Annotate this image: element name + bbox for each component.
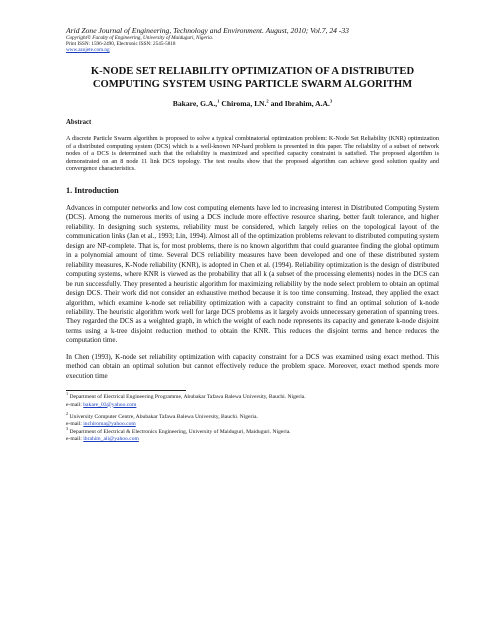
journal-line: Arid Zone Journal of Engineering, Technology and Environment. August, 2010; Vol.7, 24 -33 <box>66 26 349 35</box>
footnote-1-text: Department of Electrical Engineering Programme, Abubakar Tafawa Balewa University, Bauchi. Nigeria. <box>69 394 306 401</box>
footnote-3-number: 3 <box>66 425 69 431</box>
footnote-1 <box>66 391 439 409</box>
introduction-paragraph-2: In Chen (1993), K-node set reliability optimization with capacity constraint for a DCS was examined using exact method. This method can obtain an optimal solution but cannot effectively reduce the problem space. Moreover, exact method spends more execution time <box>66 352 439 380</box>
footnote-2-text: University Computer Centre, Abubakar Tafawa Balewa University, Bauchi. Nigeria. <box>69 413 258 420</box>
author-2: Chiroma, I.N. <box>221 99 267 108</box>
introduction-heading: 1. Introduction <box>66 185 119 195</box>
footnote-3-email-label: e-mail: <box>66 436 82 443</box>
footnote-2-number: 2 <box>66 411 69 417</box>
footnote-1-email-link[interactable]: bakare_03@yahoo.com <box>83 401 137 408</box>
footnote-3-email-link[interactable]: ibrahim_ali@yahoo.com <box>83 436 139 443</box>
author-1-affil: 1 <box>217 98 220 104</box>
abstract-text: A discrete Particle Swarm algorithm is proposed to solve a typical combinatorial optimization problem: K-Node Set Reliability (KNR) optimization of a distributed computing system (DCS) which is a well-known NP-hard problem is presented in this paper. The reliability of a subset of network nodes of a DCS is determined such that the reliability is maximized and specified capacity constraint is satisfied. The proposed algorithm is demonstrated on an 8 node 11 link DCS topology. The test results show that the proposed algorithm can achieve good solution quality and convergence characteristics. <box>66 135 439 173</box>
footnote-2 <box>66 411 439 429</box>
author-2-affil: 2 <box>266 98 269 104</box>
footnote-3 <box>66 425 439 444</box>
journal-website-link[interactable]: www.azojete.com.ng <box>66 47 110 53</box>
footnote-3-text: Department of Electrical & Electronics Engineering, University of Maiduguri, Maiduguri. Nigeria. <box>69 428 291 435</box>
footnote-1-number: 1 <box>66 391 69 397</box>
author-3-affil: 3 <box>329 98 333 104</box>
author-3: and Ibrahim, A.A. <box>270 99 330 108</box>
abstract-heading: Abstract <box>66 119 92 126</box>
footnote-2-email-link[interactable]: inchiroma@yahoo.com <box>83 421 136 428</box>
paper-title: K-NODE SET RELIABILITY OPTIMIZATION OF A DISTRIBUTED COMPUTING SYSTEM USING PARTICLE SWARM ALGORITHM <box>90 66 415 90</box>
issn-line: Print ISSN: 1596-2490, Electronic ISSN: 2545-5818 <box>66 41 176 47</box>
author-list <box>66 99 439 109</box>
footnote-divider <box>66 390 186 391</box>
footnote-1-email-label: e-mail: <box>66 401 82 408</box>
introduction-paragraph-1: Advances in computer networks and low cost computing elements have led to increasing interest in Distributed Computing System (DCS). Among the numerous merits of using a DCS include more effective resource sharing, better fault tolerance, and higher reliability. In designing such systems, reliability must be considered, which largely relies on the topological layout of the communication links (Jan et al., 1993; Lin, 1994). Almost all of the optimization problems relevant to distributed computing system design are NP-complete. That is, for most problems, there is no known algorithm that could guarantee finding the global optimum in a polynomial amount of time. Several DCS reliability measures have been developed and one of these distributed system reliability measures, K-Node reliability (KNR), is adopted in Chen et al. (1994). Reliability optimization is the design of distributed computing systems, where KNR is viewed as the probability that all k (a subset of the processing elements) nodes in the DCS can be run successfully. They presented a heuristic algorithm for maximizing reliability by the node select problem to obtain an optimal design DCS. Their work did not consider an exhaustive method because it is too time consuming. Instead, they applied the exact algorithm, which examine k-node set reliability optimization with a capacity constraint to find an optimal solution of k-node reliability. The heuristic algorithm work well for large DCS problems as it largely avoids unnecessary generation of spanning trees. They regarded the DCS as a weighted graph, in which the weight of each node represents its capacity and generate k-node disjoint terms using a k-tree disjoint reduction method to obtain the KNR. This reduces the disjoint terms and hence reduces the computation time. <box>66 203 439 345</box>
author-1: Bakare, G.A., <box>172 99 218 108</box>
copyright-line: Copyright© Faculty of Engineering, University of Maiduguri, Nigeria. <box>66 35 214 41</box>
footnote-2-email-label: e-mail: <box>66 421 82 428</box>
